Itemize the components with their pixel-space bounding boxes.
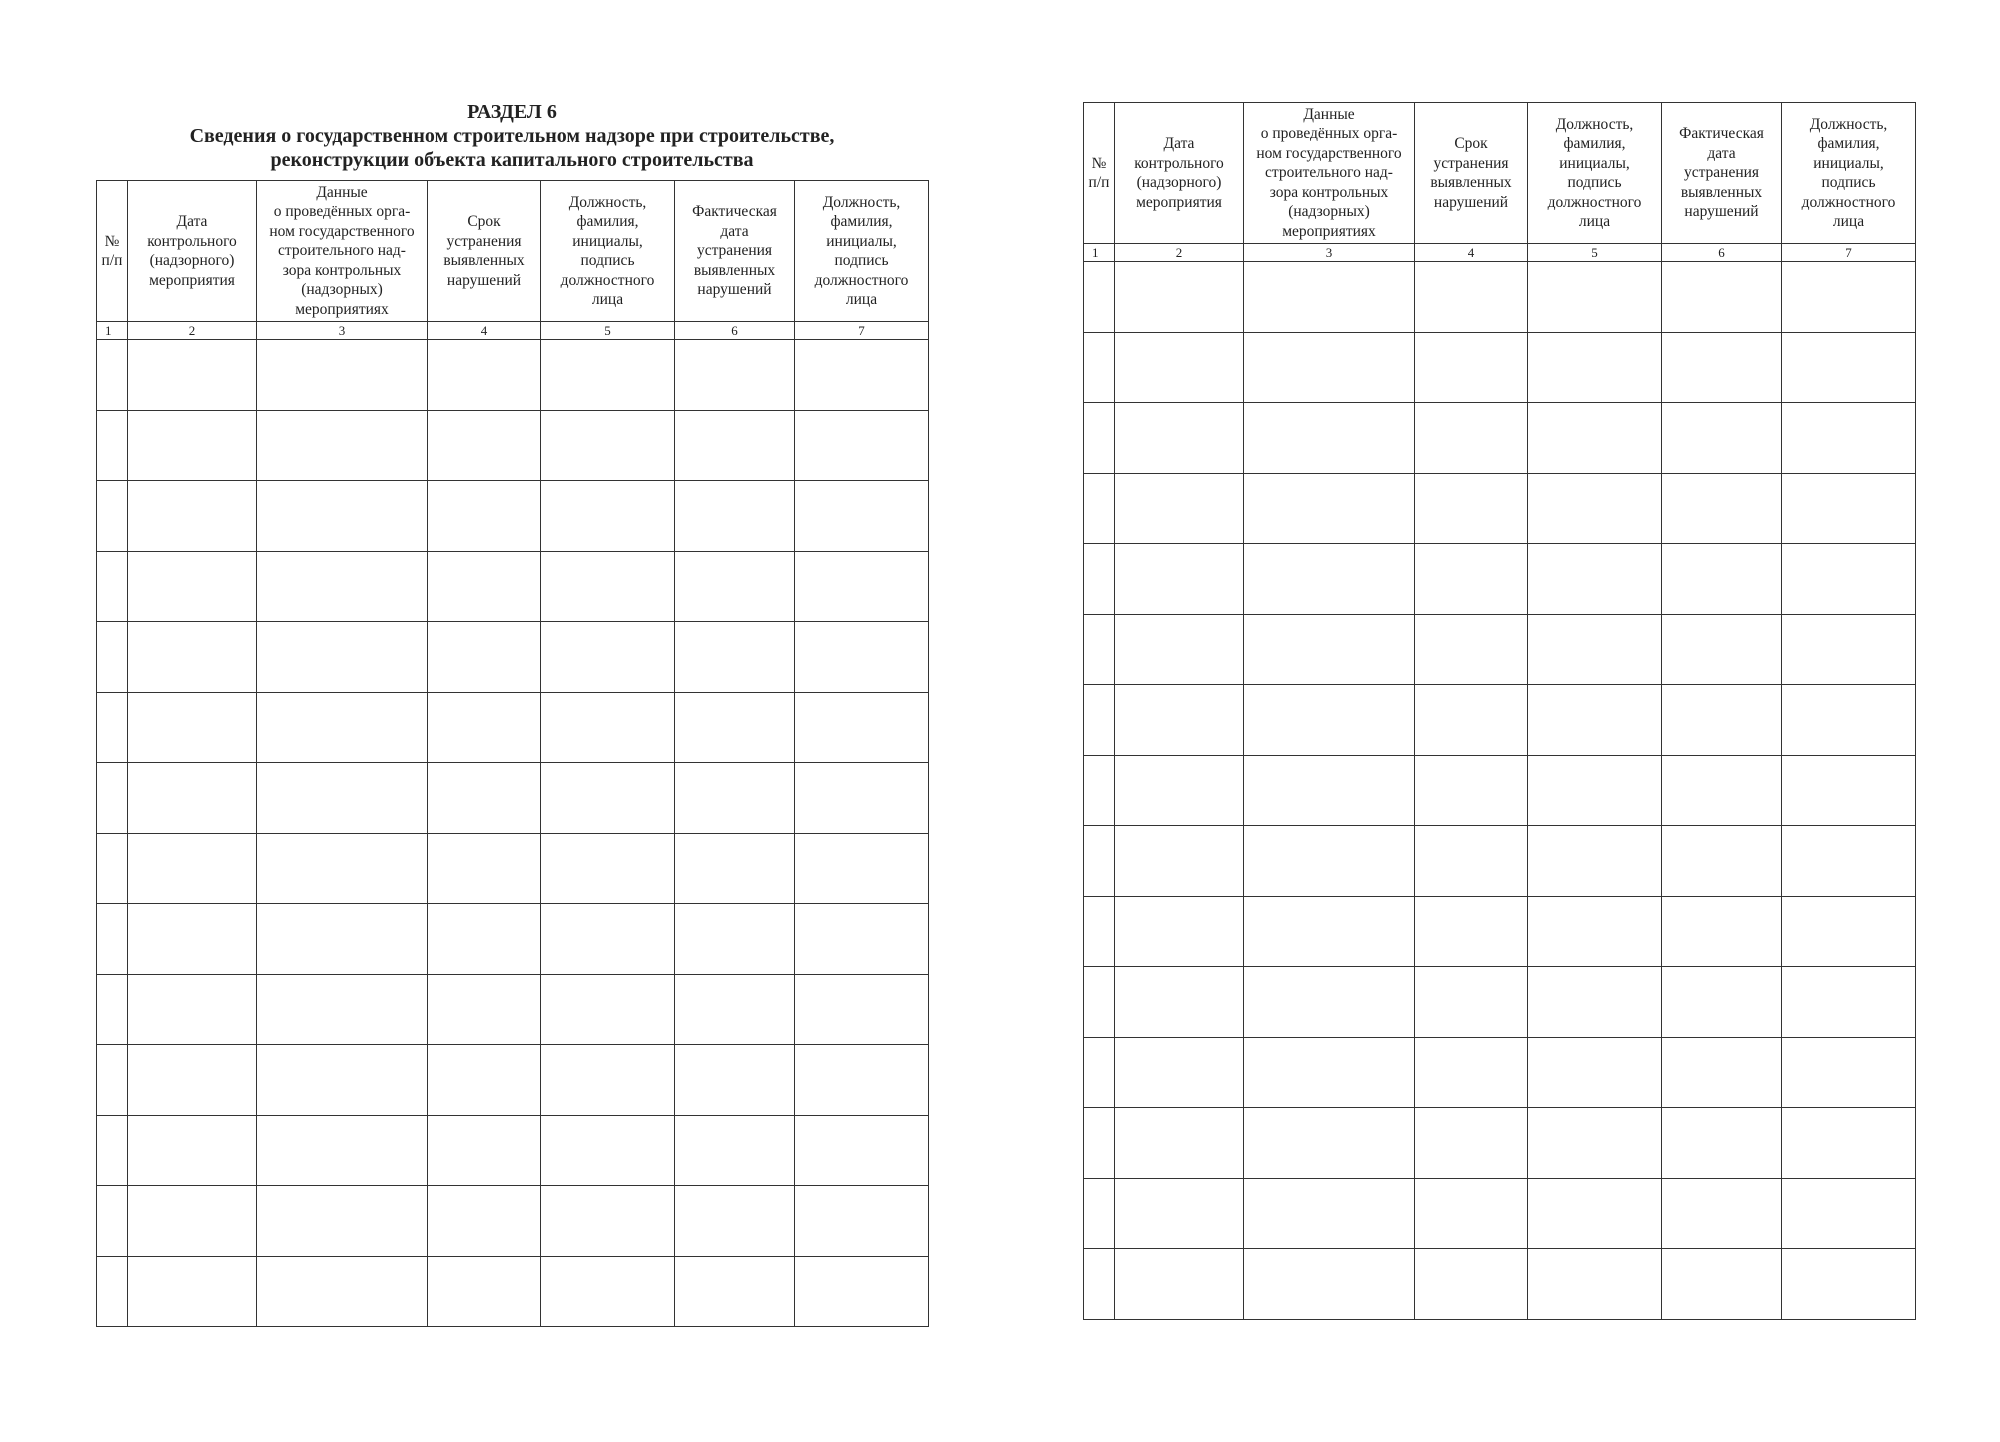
- table-cell[interactable]: [1662, 685, 1782, 756]
- table-row: [1084, 544, 1916, 615]
- section-heading: [96, 100, 928, 180]
- table-cell[interactable]: [257, 622, 428, 693]
- table-cell[interactable]: [1415, 614, 1528, 685]
- table-cell[interactable]: [1244, 896, 1415, 967]
- column-header-inspection-data: Данные о проведённых орга- ном государственного строительного над- зора контрольных (надзорных) мероприятиях: [257, 181, 428, 322]
- table-cell[interactable]: [1782, 1037, 1916, 1108]
- table-cell[interactable]: [675, 833, 795, 904]
- table-cell[interactable]: [1084, 826, 1115, 897]
- supervision-table-right: [1083, 102, 1916, 1320]
- table-cell[interactable]: [128, 692, 257, 763]
- table-row: [1084, 826, 1916, 897]
- journal-page-right: [1083, 102, 1915, 1320]
- table-cell[interactable]: [97, 833, 128, 904]
- table-cell[interactable]: [428, 340, 541, 411]
- table-cell[interactable]: [1662, 1037, 1782, 1108]
- column-header-inspector-signature: Должность, фамилия, инициалы, подпись должностного лица: [1528, 103, 1662, 244]
- table-cell[interactable]: [428, 481, 541, 552]
- table-cell[interactable]: [1115, 403, 1244, 474]
- table-cell[interactable]: [1782, 1178, 1916, 1249]
- table-cell[interactable]: [257, 481, 428, 552]
- table-row: [97, 833, 929, 904]
- table-row: [1084, 1037, 1916, 1108]
- table-cell[interactable]: [1528, 896, 1662, 967]
- table-cell[interactable]: [257, 974, 428, 1045]
- table-cell[interactable]: [541, 340, 675, 411]
- table-cell[interactable]: [1662, 544, 1782, 615]
- table-cell[interactable]: [795, 1256, 929, 1327]
- table-cell[interactable]: [675, 1256, 795, 1327]
- table-cell[interactable]: [128, 410, 257, 481]
- table-cell[interactable]: [1415, 1037, 1528, 1108]
- table-cell[interactable]: [795, 763, 929, 834]
- table-cell[interactable]: [1528, 967, 1662, 1038]
- table-cell[interactable]: [795, 622, 929, 693]
- supervision-table-left: [96, 180, 929, 1327]
- table-row: [97, 481, 929, 552]
- table-row: [1084, 262, 1916, 333]
- table-cell[interactable]: [128, 551, 257, 622]
- column-number: 7: [795, 322, 929, 340]
- table-cell[interactable]: [428, 551, 541, 622]
- table-cell[interactable]: [1528, 685, 1662, 756]
- table-cell[interactable]: [97, 1186, 128, 1257]
- column-header-official-signature: Должность, фамилия, инициалы, подпись должностного лица: [1782, 103, 1916, 244]
- table-cell[interactable]: [1244, 1178, 1415, 1249]
- column-header-date: Дата контрольного (надзорного) мероприятия: [1115, 103, 1244, 244]
- table-cell[interactable]: [1244, 1037, 1415, 1108]
- table-cell[interactable]: [428, 1045, 541, 1116]
- table-cell[interactable]: [1528, 473, 1662, 544]
- table-row: [1084, 403, 1916, 474]
- table-row: [97, 1115, 929, 1186]
- table-cell[interactable]: [97, 1256, 128, 1327]
- table-cell[interactable]: [1244, 473, 1415, 544]
- table-row: [1084, 1249, 1916, 1320]
- table-cell[interactable]: [675, 1186, 795, 1257]
- table-cell[interactable]: [257, 833, 428, 904]
- table-cell[interactable]: [1244, 262, 1415, 333]
- table-cell[interactable]: [1662, 332, 1782, 403]
- table-cell[interactable]: [1415, 967, 1528, 1038]
- table-cell[interactable]: [675, 692, 795, 763]
- table-cell[interactable]: [1415, 1249, 1528, 1320]
- table-cell[interactable]: [257, 763, 428, 834]
- table-body-right: [1084, 244, 1916, 1320]
- table-cell[interactable]: [428, 763, 541, 834]
- table-cell[interactable]: [1782, 1249, 1916, 1320]
- table-cell[interactable]: [97, 481, 128, 552]
- table-cell[interactable]: [1084, 332, 1115, 403]
- table-cell[interactable]: [675, 974, 795, 1045]
- table-cell[interactable]: [1662, 755, 1782, 826]
- table-row: [97, 622, 929, 693]
- table-cell[interactable]: [1415, 685, 1528, 756]
- table-header-row: [1084, 103, 1916, 244]
- section-number: РАЗДЕЛ 6: [467, 101, 557, 123]
- table-cell[interactable]: [541, 410, 675, 481]
- table-cell[interactable]: [1115, 685, 1244, 756]
- table-cell[interactable]: [1662, 473, 1782, 544]
- table-cell[interactable]: [1244, 967, 1415, 1038]
- table-cell[interactable]: [257, 1115, 428, 1186]
- table-cell[interactable]: [1084, 403, 1115, 474]
- table-row: [1084, 896, 1916, 967]
- column-number: 5: [541, 322, 675, 340]
- table-cell[interactable]: [1244, 544, 1415, 615]
- table-cell[interactable]: [1115, 1037, 1244, 1108]
- table-cell[interactable]: [1528, 614, 1662, 685]
- table-cell[interactable]: [1662, 403, 1782, 474]
- table-cell[interactable]: [541, 622, 675, 693]
- table-cell[interactable]: [1662, 1249, 1782, 1320]
- table-cell[interactable]: [97, 974, 128, 1045]
- table-cell[interactable]: [541, 1256, 675, 1327]
- table-cell[interactable]: [97, 1115, 128, 1186]
- table-cell[interactable]: [1244, 332, 1415, 403]
- table-cell[interactable]: [128, 1186, 257, 1257]
- column-number: 4: [428, 322, 541, 340]
- table-cell[interactable]: [1244, 755, 1415, 826]
- table-cell[interactable]: [1782, 967, 1916, 1038]
- table-cell[interactable]: [1528, 826, 1662, 897]
- table-cell[interactable]: [795, 833, 929, 904]
- table-row: [1084, 755, 1916, 826]
- table-row: [1084, 332, 1916, 403]
- table-cell[interactable]: [1662, 262, 1782, 333]
- table-cell[interactable]: [675, 481, 795, 552]
- table-cell[interactable]: [1415, 473, 1528, 544]
- table-cell[interactable]: [257, 1186, 428, 1257]
- table-cell[interactable]: [1528, 403, 1662, 474]
- table-row: [97, 904, 929, 975]
- table-cell[interactable]: [1084, 1249, 1115, 1320]
- column-number-row: [1084, 244, 1916, 262]
- table-cell[interactable]: [795, 551, 929, 622]
- table-cell[interactable]: [795, 340, 929, 411]
- table-cell[interactable]: [1115, 1249, 1244, 1320]
- table-cell[interactable]: [97, 410, 128, 481]
- table-cell[interactable]: [541, 1045, 675, 1116]
- table-cell[interactable]: [428, 1256, 541, 1327]
- table-cell[interactable]: [541, 974, 675, 1045]
- table-cell[interactable]: [1244, 1108, 1415, 1179]
- table-cell[interactable]: [675, 622, 795, 693]
- section-title-line1: Сведения о государственном строительном надзоре при строительстве,: [189, 125, 835, 147]
- column-header-actual-date: Фактическая дата устранения выявленных нарушений: [675, 181, 795, 322]
- table-cell[interactable]: [1528, 544, 1662, 615]
- table-cell[interactable]: [1528, 1108, 1662, 1179]
- table-cell[interactable]: [1084, 967, 1115, 1038]
- table-cell[interactable]: [541, 904, 675, 975]
- table-cell[interactable]: [1782, 332, 1916, 403]
- table-cell[interactable]: [675, 410, 795, 481]
- table-cell[interactable]: [795, 692, 929, 763]
- table-cell[interactable]: [1244, 1249, 1415, 1320]
- table-cell[interactable]: [97, 904, 128, 975]
- table-cell[interactable]: [97, 692, 128, 763]
- table-cell[interactable]: [128, 622, 257, 693]
- table-cell[interactable]: [1782, 544, 1916, 615]
- table-cell[interactable]: [1115, 544, 1244, 615]
- table-cell[interactable]: [1415, 332, 1528, 403]
- column-number: 7: [1782, 244, 1916, 262]
- table-cell[interactable]: [257, 692, 428, 763]
- table-cell[interactable]: [128, 974, 257, 1045]
- table-cell[interactable]: [541, 692, 675, 763]
- table-cell[interactable]: [1662, 1108, 1782, 1179]
- table-cell[interactable]: [1782, 262, 1916, 333]
- table-cell[interactable]: [675, 340, 795, 411]
- table-cell[interactable]: [1662, 614, 1782, 685]
- column-header-number: № п/п: [97, 181, 128, 322]
- column-number: 6: [675, 322, 795, 340]
- table-row: [97, 1045, 929, 1116]
- column-header-deadline: Срок устранения выявленных нарушений: [1415, 103, 1528, 244]
- table-cell[interactable]: [541, 1186, 675, 1257]
- table-cell[interactable]: [1415, 1108, 1528, 1179]
- table-cell[interactable]: [97, 340, 128, 411]
- table-cell[interactable]: [795, 410, 929, 481]
- column-header-date: Дата контрольного (надзорного) мероприятия: [128, 181, 257, 322]
- table-cell[interactable]: [1244, 403, 1415, 474]
- table-cell[interactable]: [257, 410, 428, 481]
- table-cell[interactable]: [1115, 473, 1244, 544]
- table-cell[interactable]: [1084, 1108, 1115, 1179]
- column-number: 3: [1244, 244, 1415, 262]
- table-cell[interactable]: [541, 551, 675, 622]
- table-row: [97, 974, 929, 1045]
- table-cell[interactable]: [1084, 262, 1115, 333]
- table-cell[interactable]: [1528, 755, 1662, 826]
- column-number: 2: [128, 322, 257, 340]
- table-cell[interactable]: [541, 481, 675, 552]
- table-cell[interactable]: [541, 1115, 675, 1186]
- table-cell[interactable]: [1084, 896, 1115, 967]
- table-cell[interactable]: [128, 481, 257, 552]
- table-cell[interactable]: [1528, 262, 1662, 333]
- table-row: [1084, 1108, 1916, 1179]
- table-cell[interactable]: [1244, 614, 1415, 685]
- table-cell[interactable]: [1084, 473, 1115, 544]
- table-cell[interactable]: [1782, 826, 1916, 897]
- table-cell[interactable]: [675, 1045, 795, 1116]
- table-cell[interactable]: [795, 1186, 929, 1257]
- table-cell[interactable]: [128, 833, 257, 904]
- table-cell[interactable]: [675, 1115, 795, 1186]
- table-cell[interactable]: [1084, 614, 1115, 685]
- column-number: 5: [1528, 244, 1662, 262]
- table-row: [97, 692, 929, 763]
- table-cell[interactable]: [1115, 262, 1244, 333]
- table-cell[interactable]: [1415, 1178, 1528, 1249]
- table-cell[interactable]: [257, 340, 428, 411]
- table-cell[interactable]: [795, 904, 929, 975]
- column-number: 4: [1415, 244, 1528, 262]
- table-cell[interactable]: [257, 1045, 428, 1116]
- table-cell[interactable]: [128, 763, 257, 834]
- table-cell[interactable]: [257, 551, 428, 622]
- column-header-actual-date: Фактическая дата устранения выявленных нарушений: [1662, 103, 1782, 244]
- table-cell[interactable]: [1084, 544, 1115, 615]
- column-number: 2: [1115, 244, 1244, 262]
- table-cell[interactable]: [1084, 755, 1115, 826]
- table-cell[interactable]: [1782, 473, 1916, 544]
- table-cell[interactable]: [1782, 755, 1916, 826]
- column-number: 1: [1084, 244, 1115, 262]
- table-cell[interactable]: [1662, 967, 1782, 1038]
- column-number: 6: [1662, 244, 1782, 262]
- table-body-left: [97, 322, 929, 1327]
- table-cell[interactable]: [97, 622, 128, 693]
- table-cell[interactable]: [428, 1186, 541, 1257]
- table-cell[interactable]: [1528, 1249, 1662, 1320]
- table-cell[interactable]: [1244, 685, 1415, 756]
- table-cell[interactable]: [1115, 1178, 1244, 1249]
- table-cell[interactable]: [1528, 1037, 1662, 1108]
- table-cell[interactable]: [795, 1115, 929, 1186]
- table-cell[interactable]: [1528, 1178, 1662, 1249]
- table-cell[interactable]: [1115, 755, 1244, 826]
- table-cell[interactable]: [1415, 403, 1528, 474]
- journal-page-left: [96, 100, 928, 1327]
- table-row: [97, 1256, 929, 1327]
- table-row: [1084, 614, 1916, 685]
- table-cell[interactable]: [1415, 896, 1528, 967]
- table-cell[interactable]: [675, 904, 795, 975]
- table-cell[interactable]: [1084, 1178, 1115, 1249]
- table-cell[interactable]: [428, 692, 541, 763]
- table-cell[interactable]: [795, 974, 929, 1045]
- table-row: [97, 551, 929, 622]
- table-cell[interactable]: [428, 622, 541, 693]
- table-cell[interactable]: [128, 1115, 257, 1186]
- table-row: [97, 340, 929, 411]
- table-cell[interactable]: [1528, 332, 1662, 403]
- column-number: 3: [257, 322, 428, 340]
- table-cell[interactable]: [257, 904, 428, 975]
- table-cell[interactable]: [1782, 1108, 1916, 1179]
- table-cell[interactable]: [1662, 1178, 1782, 1249]
- table-cell[interactable]: [1662, 896, 1782, 967]
- table-cell[interactable]: [795, 481, 929, 552]
- table-cell[interactable]: [1115, 967, 1244, 1038]
- table-header-row: [97, 181, 929, 322]
- table-cell[interactable]: [1782, 896, 1916, 967]
- table-cell[interactable]: [428, 974, 541, 1045]
- table-cell[interactable]: [1115, 896, 1244, 967]
- column-header-inspector-signature: Должность, фамилия, инициалы, подпись должностного лица: [541, 181, 675, 322]
- table-cell[interactable]: [1115, 614, 1244, 685]
- table-cell[interactable]: [795, 1045, 929, 1116]
- table-cell[interactable]: [1244, 826, 1415, 897]
- column-number: 1: [97, 322, 128, 340]
- table-cell[interactable]: [1782, 403, 1916, 474]
- table-cell[interactable]: [428, 1115, 541, 1186]
- table-cell[interactable]: [1084, 685, 1115, 756]
- table-cell[interactable]: [428, 410, 541, 481]
- table-cell[interactable]: [1415, 826, 1528, 897]
- table-row: [1084, 473, 1916, 544]
- table-cell[interactable]: [1115, 332, 1244, 403]
- column-header-inspection-data: Данные о проведённых орга- ном государственного строительного над- зора контрольных (надзорных) мероприятиях: [1244, 103, 1415, 244]
- table-cell[interactable]: [1415, 262, 1528, 333]
- table-row: [97, 410, 929, 481]
- table-row: [1084, 685, 1916, 756]
- table-cell[interactable]: [1084, 1037, 1115, 1108]
- table-cell[interactable]: [1782, 685, 1916, 756]
- table-cell[interactable]: [1415, 544, 1528, 615]
- table-cell[interactable]: [1115, 826, 1244, 897]
- section-title-line2: реконструкции объекта капитального строительства: [270, 149, 754, 171]
- table-cell[interactable]: [257, 1256, 428, 1327]
- column-header-deadline: Срок устранения выявленных нарушений: [428, 181, 541, 322]
- table-cell[interactable]: [1662, 826, 1782, 897]
- table-cell[interactable]: [428, 904, 541, 975]
- column-header-official-signature: Должность, фамилия, инициалы, подпись должностного лица: [795, 181, 929, 322]
- table-cell[interactable]: [97, 1045, 128, 1116]
- table-row: [97, 763, 929, 834]
- table-cell[interactable]: [128, 1045, 257, 1116]
- table-row: [1084, 1178, 1916, 1249]
- table-row: [97, 1186, 929, 1257]
- table-row: [1084, 967, 1916, 1038]
- table-cell[interactable]: [1115, 1108, 1244, 1179]
- table-cell[interactable]: [1782, 614, 1916, 685]
- table-cell[interactable]: [128, 340, 257, 411]
- column-number-row: [97, 322, 929, 340]
- table-cell[interactable]: [97, 763, 128, 834]
- column-header-number: № п/п: [1084, 103, 1115, 244]
- table-cell[interactable]: [428, 833, 541, 904]
- table-cell[interactable]: [541, 833, 675, 904]
- table-cell[interactable]: [97, 551, 128, 622]
- table-cell[interactable]: [1415, 755, 1528, 826]
- table-cell[interactable]: [541, 763, 675, 834]
- table-cell[interactable]: [128, 904, 257, 975]
- table-cell[interactable]: [675, 763, 795, 834]
- table-cell[interactable]: [675, 551, 795, 622]
- table-cell[interactable]: [128, 1256, 257, 1327]
